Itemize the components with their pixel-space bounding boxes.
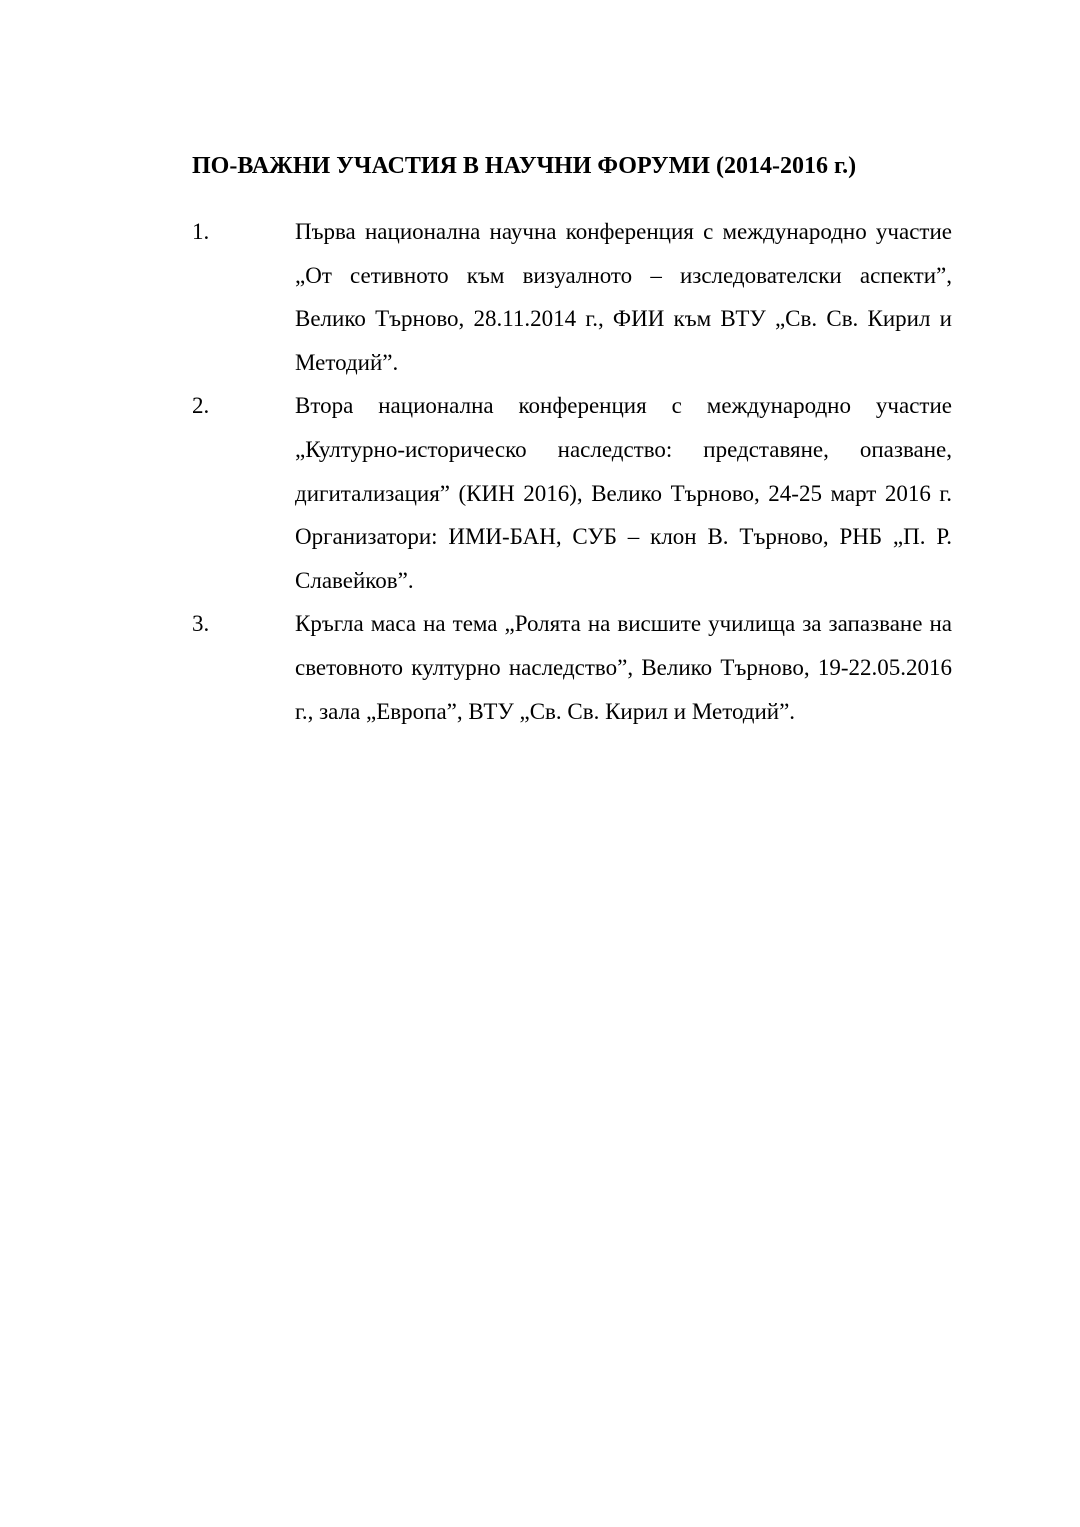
list-item-text: Втора национална конференция с международно участие „Културно-историческо наследство: представяне, опазване, дигитализация” (КИН 2016), Велико Търново, 24-25 март 2016 г. Организатори: ИМИ-БАН, СУБ – клон В. Търново, РНБ „П. Р. Славейков”. (295, 393, 952, 593)
list-item-number: 1. (192, 219, 210, 244)
list-item-text: Първа национална научна конференция с международно участие „От сетивното към визуалното – изследователски аспекти”, Велико Търново, 28.11.2014 г., ФИИ към ВТУ „Св. Св. Кирил и Методий”. (295, 219, 952, 375)
list-item (192, 210, 952, 384)
list-item-number: 3. (192, 611, 210, 637)
list-item (192, 384, 952, 602)
list-item-text: Кръгла маса на тема „Ролята на висшите училища за запазване на световното културно наследство”, Велико Търново, 19-22.05.2016 г., зала „Европа”, ВТУ „Св. Св. Кирил и Методий”. (295, 611, 952, 724)
list-item-number: 2. (192, 393, 210, 419)
forum-list (192, 210, 952, 733)
list-item (192, 602, 952, 733)
page-title: ПО-ВАЖНИ УЧАСТИЯ В НАУЧНИ ФОРУМИ (2014-2016 г.) (192, 153, 857, 179)
